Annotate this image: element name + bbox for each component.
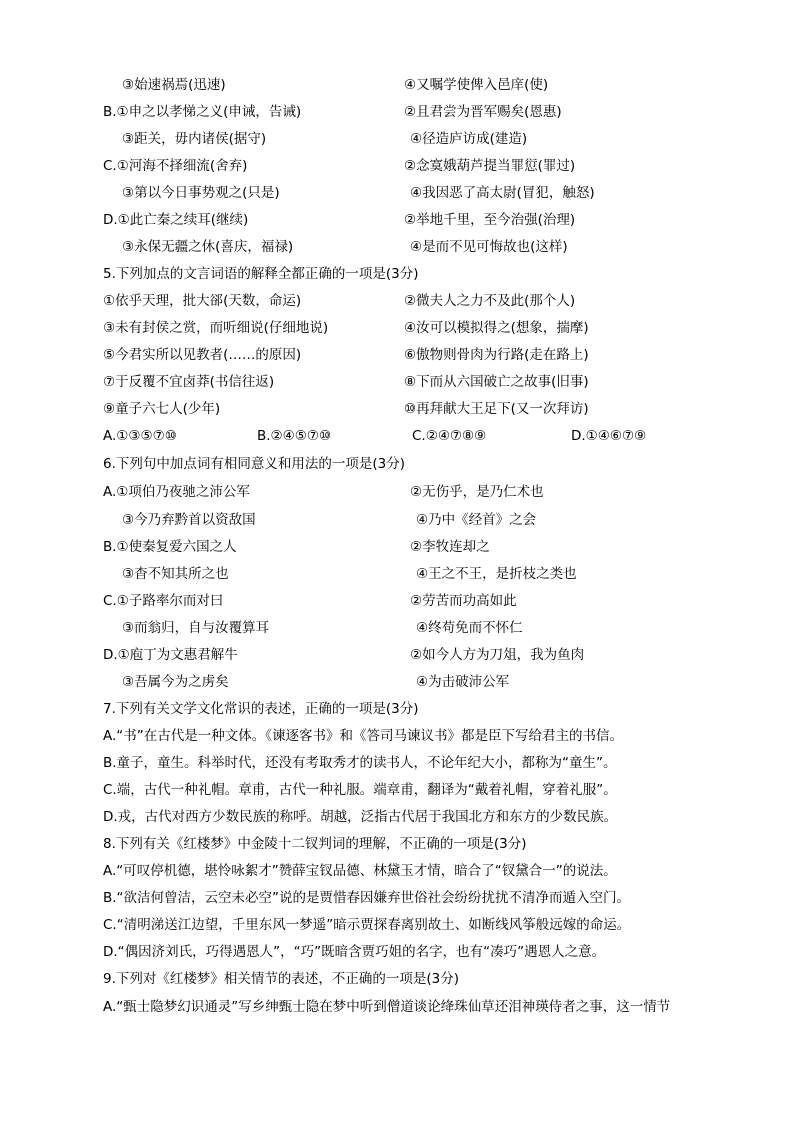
q4-option-item: ④径造庐访成(建造)	[410, 131, 528, 147]
q7-option	[0, 806, 793, 828]
q8-option	[0, 860, 793, 882]
question-stem: 8.下列有关《红楼梦》中金陵十二钗判词的理解，不正确的一项是(3分)	[103, 836, 527, 852]
answer-option-a: A.“书”在古代是一种文体。《谏逐客书》和《答司马谏议书》都是臣下写给君主的书信。	[103, 728, 624, 744]
q6-item: ②劳苦而功高如此	[410, 593, 517, 609]
q4-option-item: B.①申之以孝悌之义(申诫，告诫)	[103, 104, 302, 120]
q5-item: ⑨童子六七人(少年)	[103, 401, 221, 417]
q5-answer-options	[0, 425, 793, 447]
q7-option	[0, 752, 793, 774]
q4-option-item: ④我因恶了高太尉(冒犯，触怒)	[410, 185, 595, 201]
q6-item: ③而翁归，自与汝覆算耳	[122, 620, 270, 636]
answer-option-c: C.“清明涕送江边望，千里东风一梦遥”暗示贾探春离别故土、如断线风筝般远嫁的命运。	[103, 917, 631, 933]
answer-option-b: B.童子，童生。科举时代，还没有考取秀才的读书人，不论年纪大小，都称为“童生”。	[103, 755, 617, 771]
q5-item: ⑧下而从六国破亡之故事(旧事)	[404, 374, 589, 390]
q6-row	[0, 617, 793, 639]
q6-row	[0, 590, 793, 612]
q4-option-item: ②举地千里，至今治强(治理)	[404, 212, 576, 228]
q5-stem	[0, 263, 793, 285]
answer-option-b: B.“欲洁何曾洁，云空未必空”说的是贾惜春因嫌弃世俗社会纷纷扰扰不清净而遁入空门。	[103, 890, 631, 906]
q5-item: ⑥傲物则骨肉为行路(走在路上)	[404, 347, 589, 363]
q6-item: ④为击破沛公军	[416, 674, 510, 690]
q6-row	[0, 481, 793, 503]
q4-option-item: ③第以今日事势观之(只是)	[122, 185, 280, 201]
q6-item: ④王之不王，是折枝之类也	[416, 566, 577, 582]
q4-option-item: ③距关，毋内诸侯(据守)	[122, 131, 267, 147]
q5-item: ①依乎天理，批大郤(天数，命运)	[103, 293, 302, 309]
q9-option	[0, 996, 793, 1018]
q4-option-item: C.①河海不择细流(舍弃)	[103, 158, 248, 174]
q6-item: ②李牧连却之	[410, 539, 490, 555]
q4-option-item: ④是而不见可悔故也(这样)	[410, 239, 568, 255]
q8-option	[0, 914, 793, 936]
q4-option-row	[0, 74, 793, 96]
q9-stem	[0, 968, 793, 990]
q4-option-item: ④又嘱学使俾入邑庠(使)	[404, 77, 549, 93]
q6-stem	[0, 453, 793, 475]
q4-option-row	[0, 209, 793, 231]
q5-item: ⑤今君实所以见教者(……的原因)	[103, 347, 302, 363]
q7-option	[0, 725, 793, 747]
question-stem: 5.下列加点的文言词语的解释全都正确的一项是(3分)	[103, 266, 419, 282]
answer-option-d: D.①④⑥⑦⑨	[571, 428, 647, 444]
q5-item: ⑩再拜献大王足下(又一次拜访)	[404, 401, 589, 417]
q8-option	[0, 887, 793, 909]
question-stem: 7.下列有关文学文化常识的表述，正确的一项是(3分)	[103, 701, 419, 717]
q4-option-item: ③始速祸焉(迅速)	[122, 77, 226, 93]
q4-option-row	[0, 182, 793, 204]
q8-stem	[0, 833, 793, 855]
answer-option-d: D.戎，古代对西方少数民族的称呼。胡越，泛指古代居于我国北方和东方的少数民族。	[103, 809, 618, 825]
q4-option-item: ②且君尝为晋军赐矣(恩惠)	[404, 104, 562, 120]
answer-option-b: B.②④⑤⑦⑩	[257, 428, 332, 444]
answer-option-c: C.端，古代一种礼帽。章甫，古代一种礼服。端章甫，翻译为“戴着礼帽，穿着礼服”。	[103, 782, 617, 798]
q6-item: D.①庖丁为文惠君解牛	[103, 647, 238, 663]
q5-item-row	[0, 317, 793, 339]
q6-item: A.①项伯乃夜驰之沛公军	[103, 484, 250, 500]
q4-option-row	[0, 101, 793, 123]
answer-option-a: A.①③⑤⑦⑩	[103, 428, 177, 444]
q6-item: B.①使秦复爱六国之人	[103, 539, 237, 555]
q4-option-row	[0, 155, 793, 177]
question-stem: 9.下列对《红楼梦》相关情节的表述，不正确的一项是(3分)	[103, 971, 460, 987]
q6-item: ③杳不知其所之也	[122, 566, 229, 582]
answer-option-a: A.“甄士隐梦幻识通灵”写乡绅甄士隐在梦中听到僧道谈论绛珠仙草还泪神瑛侍者之事，这一情节	[103, 999, 671, 1015]
q5-item-row	[0, 290, 793, 312]
q6-row	[0, 536, 793, 558]
q5-item: ②微夫人之力不及此(那个人)	[404, 293, 576, 309]
q6-row	[0, 671, 793, 693]
q5-item: ⑦于反覆不宜卤莽(书信往返)	[103, 374, 275, 390]
q6-item: ②无伤乎，是乃仁术也	[410, 484, 544, 500]
q6-row	[0, 563, 793, 585]
answer-option-c: C.②④⑦⑧⑨	[412, 428, 487, 444]
q5-item: ④汝可以模拟得之(想象，揣摩)	[404, 320, 589, 336]
q7-option	[0, 779, 793, 801]
q4-option-item: ②念寞娥葫芦提当罪愆(罪过)	[404, 158, 576, 174]
q6-item: ④乃中《经首》之会	[416, 512, 537, 528]
q5-item: ③未有封侯之赏，而听细说(仔细地说)	[103, 320, 329, 336]
q7-stem	[0, 698, 793, 720]
q5-item-row	[0, 371, 793, 393]
answer-option-d: D.“偶因济刘氏，巧得遇恩人”，“巧”既暗含贾巧姐的名字，也有“凑巧”遇恩人之意。	[103, 944, 606, 960]
q6-item: ③今乃弃黔首以资敌国	[122, 512, 256, 528]
answer-option-a: A.“可叹停机德，堪怜咏絮才”赞薛宝钗品德、林黛玉才情，暗合了“钗黛合一”的说法。	[103, 863, 617, 879]
q6-item: C.①子路率尔而对曰	[103, 593, 224, 609]
q6-row	[0, 509, 793, 531]
question-stem: 6.下列句中加点词有相同意义和用法的一项是(3分)	[103, 456, 406, 472]
q6-item: ②如今人方为刀俎，我为鱼肉	[410, 647, 585, 663]
q5-item-row	[0, 344, 793, 366]
q4-option-item: ③永保无疆之休(喜庆，福禄)	[122, 239, 294, 255]
q8-option	[0, 941, 793, 963]
q6-item: ③吾属今为之虏矣	[122, 674, 229, 690]
q6-row	[0, 644, 793, 666]
q4-option-row	[0, 236, 793, 258]
q4-option-item: D.①此亡秦之续耳(继续)	[103, 212, 249, 228]
q5-item-row	[0, 398, 793, 420]
q4-option-row	[0, 128, 793, 150]
q6-item: ④终苟免而不怀仁	[416, 620, 523, 636]
